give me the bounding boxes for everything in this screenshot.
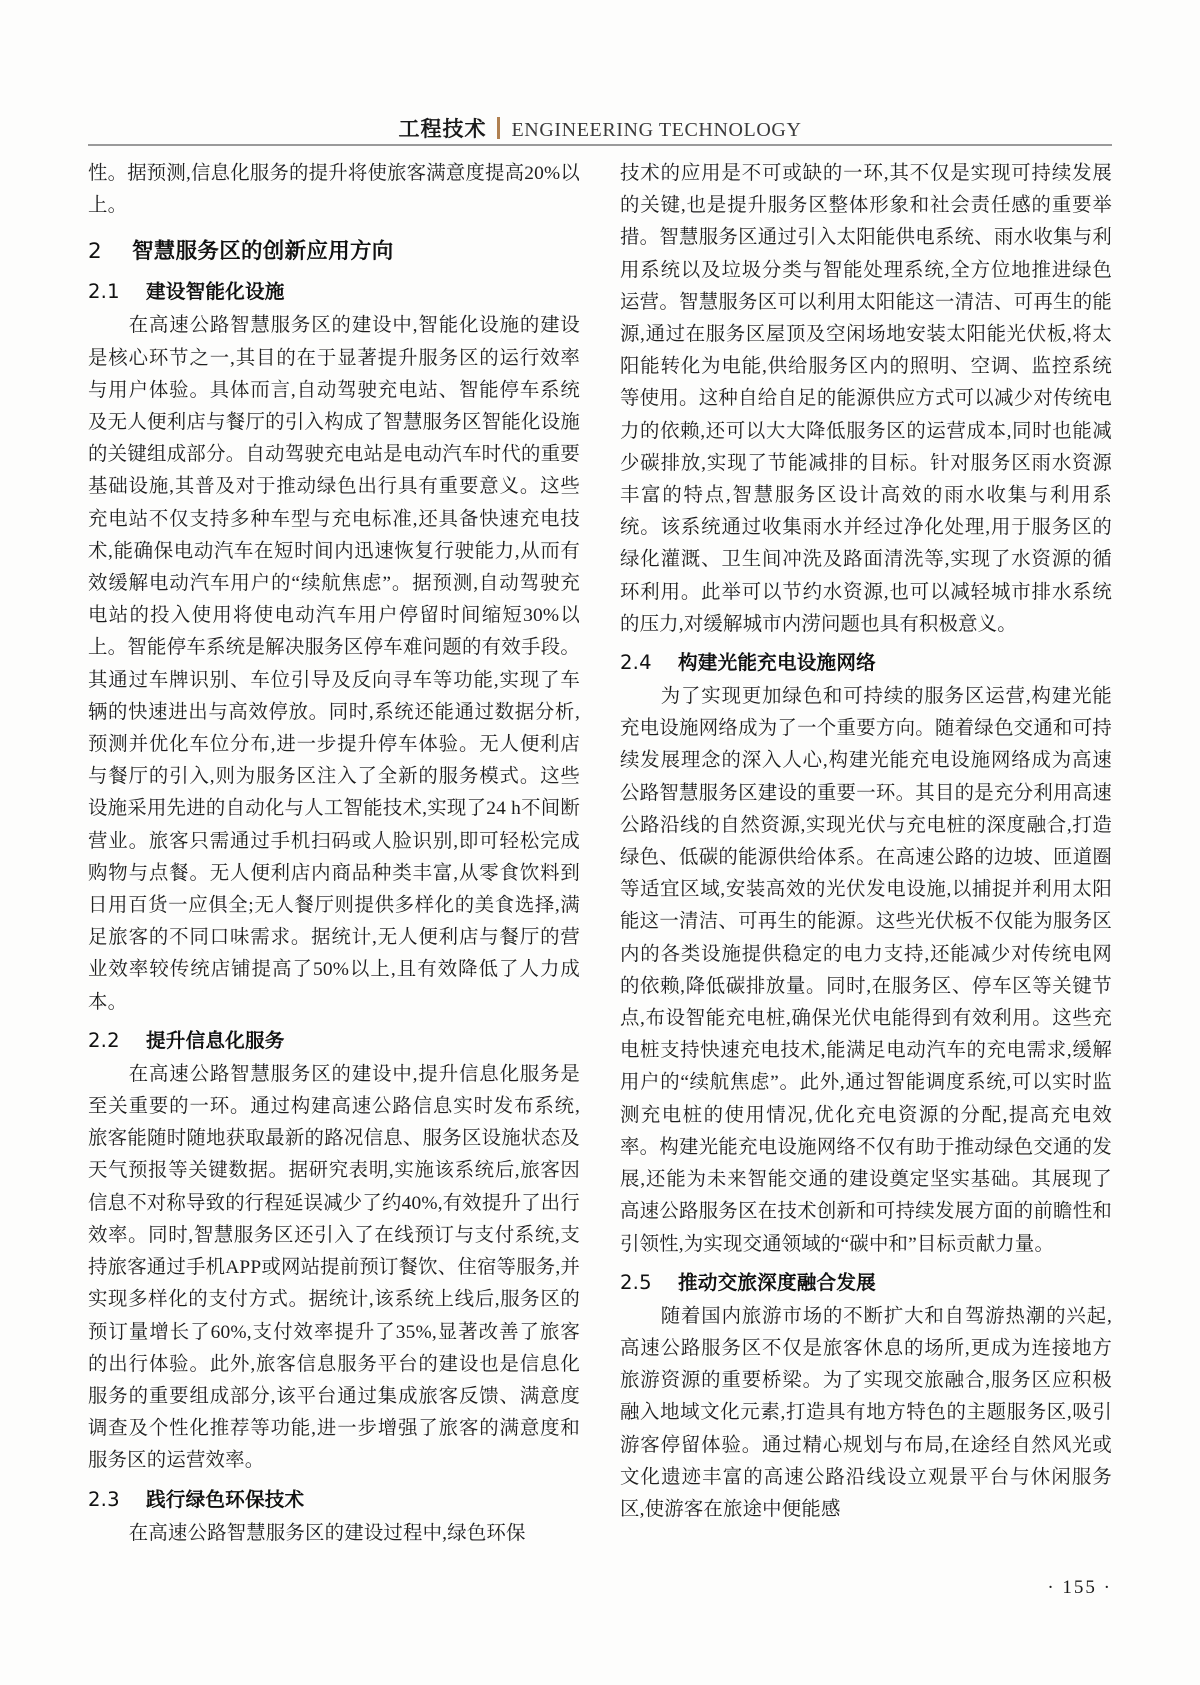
heading-section-2-2-number: 2.2 <box>88 1028 120 1052</box>
heading-section-2-4 <box>620 647 1112 679</box>
paragraph-section-2-2: 在高速公路智慧服务区的建设中,提升信息化服务是至关重要的一环。通过构建高速公路信息实时发布系统,旅客能随时随地获取最新的路况信息、服务区设施状态及天气预报等关键数据。据研究表明,实施该系统后,旅客因信息不对称导致的行程延误减少了约40%,有效提升了出行效率。同时,智慧服务区还引入了在线预订与支付系统,支持旅客通过手机APP或网站提前预订餐饮、住宿等服务,并实现多样化的支付方式。据统计,该系统上线后,服务区的预订量增长了60%,支付效率提升了35%,显著改善了旅客的出行体验。此外,旅客信息服务平台的建设也是信息化服务的重要组成部分,该平台通过集成旅客反馈、满意度调查及个性化推荐等功能,进一步增强了旅客的满意度和服务区的运营效率。 <box>88 1063 580 1472</box>
running-head-rule <box>88 144 1112 146</box>
paragraph-section-2-4: 为了实现更加绿色和可持续的服务区运营,构建光能充电设施网络成为了一个重要方向。随着绿色交通和可持续发展理念的深入人心,构建光能充电设施网络成为高速公路智慧服务区建设的重要一环。其目的是充分利用高速公路沿线的自然资源,实现光伏与充电桩的深度融合,打造绿色、低碳的能源供给体系。在高速公路的边坡、匝道圈等适宜区域,安装高效的光伏发电设施,以捕捉并利用太阳能这一清洁、可再生的能源。这些光伏板不仅能为服务区内的各类设施提供稳定的电力支持,还能减少对传统电网的依赖,降低碳排放量。同时,在服务区、停车区等关键节点,布设智能充电桩,确保光伏电能得到有效利用。这些充电桩支持快速充电技术,能满足电动汽车的充电需求,缓解用户的“续航焦虑”。此外,通过智能调度系统,可以实时监测充电桩的使用情况,优化充电资源的分配,提高充电效率。构建光能充电设施网络不仅有助于推动绿色交通的发展,还能为未来智能交通的建设奠定坚实基础。其展现了高速公路服务区在技术创新和可持续发展方面的前瞻性和引领性,为实现交通领域的“碳中和”目标贡献力量。 <box>620 686 1112 1255</box>
heading-section-2-4-number: 2.4 <box>620 651 652 675</box>
page-number: · 155 · <box>1047 1577 1112 1598</box>
running-head-title-cn: 工程技术 <box>398 117 487 141</box>
heading-section-2-3 <box>88 1484 580 1516</box>
heading-section-2 <box>88 235 580 269</box>
heading-section-2-1 <box>88 276 580 308</box>
paragraph-continued-from-previous-page: 性。据预测,信息化服务的提升将使旅客满意度提高20%以上。 <box>88 163 580 217</box>
right-column <box>620 158 1112 1550</box>
heading-section-2-title: 智慧服务区的创新应用方向 <box>132 239 394 265</box>
running-head-title-en: ENGINEERING TECHNOLOGY <box>511 119 802 141</box>
heading-section-2-2-title: 提升信息化服务 <box>146 1028 285 1052</box>
heading-section-2-5-title: 推动交旅深度融合发展 <box>678 1270 876 1294</box>
paragraph-section-2-3-start: 在高速公路智慧服务区的建设过程中,绿色环保 <box>128 1522 526 1544</box>
two-column-body <box>88 158 1112 1550</box>
left-column <box>88 158 580 1550</box>
running-head <box>88 104 1112 148</box>
running-head-divider-bar <box>497 117 500 139</box>
paragraph-section-2-5: 随着国内旅游市场的不断扩大和自驾游热潮的兴起,高速公路服务区不仅是旅客休息的场所,更成为连接地方旅游资源的重要桥梁。为了实现交旅融合,服务区应积极融入地域文化元素,打造具有地方特色的主题服务区,吸引游客停留体验。通过精心规划与布局,在途经自然风光或文化遗迹丰富的高速公路沿线设立观景平台与休闲服务区,使游客在旅途中便能感 <box>620 1305 1112 1520</box>
heading-section-2-number: 2 <box>88 239 102 265</box>
heading-section-2-3-number: 2.3 <box>88 1487 120 1511</box>
running-head-inner <box>88 104 1112 140</box>
heading-section-2-1-number: 2.1 <box>88 280 120 304</box>
heading-section-2-5-number: 2.5 <box>620 1270 652 1294</box>
heading-section-2-2 <box>88 1025 580 1057</box>
heading-section-2-3-title: 践行绿色环保技术 <box>146 1487 305 1511</box>
heading-section-2-4-title: 构建光能充电设施网络 <box>678 651 876 675</box>
paragraph-section-2-1: 在高速公路智慧服务区的建设中,智能化设施的建设是核心环节之一,其目的在于显著提升服务区的运行效率与用户体验。具体而言,自动驾驶充电站、智能停车系统及无人便利店与餐厅的引入构成了智慧服务区智能化设施的关键组成部分。自动驾驶充电站是电动汽车时代的重要基础设施,其普及对于推动绿色出行具有重要意义。这些充电站不仅支持多种车型与充电标准,还具备快速充电技术,能确保电动汽车在短时间内迅速恢复行驶能力,从而有效缓解电动汽车用户的“续航焦虑”。据预测,自动驾驶充电站的投入使用将使电动汽车用户停留时间缩短30%以上。智能停车系统是解决服务区停车难问题的有效手段。其通过车牌识别、车位引导及反向寻车等功能,实现了车辆的快速进出与高效停放。同时,系统还能通过数据分析,预测并优化车位分布,进一步提升停车体验。无人便利店与餐厅的引入,则为服务区注入了全新的服务模式。这些设施采用先进的自动化与人工智能技术,实现了24 h不间断营业。旅客只需通过手机扫码或人脸识别,即可轻松完成购物与点餐。无人便利店内商品种类丰富,从零食饮料到日用百货一应俱全;无人餐厅则提供多样化的美食选择,满足旅客的不同口味需求。据统计,无人便利店与餐厅的营业效率较传统店铺提高了50%以上,且有效降低了人力成本。 <box>88 315 580 1013</box>
heading-section-2-5 <box>620 1267 1112 1299</box>
heading-section-2-1-title: 建设智能化设施 <box>146 280 285 304</box>
paragraph-section-2-3-continued: 技术的应用是不可或缺的一环,其不仅是实现可持续发展的关键,也是提升服务区整体形象和社会责任感的重要举措。智慧服务区通过引入太阳能供电系统、雨水收集与利用系统以及垃圾分类与智能处理系统,全方位地推进绿色运营。智慧服务区可以利用太阳能这一清洁、可再生的能源,通过在服务区屋顶及空闲场地安装太阳能光伏板,将太阳能转化为电能,供给服务区内的照明、空调、监控系统等使用。这种自给自足的能源供应方式可以减少对传统电力的依赖,还可以大大降低服务区的运营成本,同时也能减少碳排放,实现了节能减排的目标。针对服务区雨水资源丰富的特点,智慧服务区设计高效的雨水收集与利用系统。该系统通过收集雨水并经过净化处理,用于服务区的绿化灌溉、卫生间冲洗及路面清洗等,实现了水资源的循环利用。此举可以节约水资源,也可以减轻城市排水系统的压力,对缓解城市内涝问题也具有积极意义。 <box>620 163 1112 635</box>
